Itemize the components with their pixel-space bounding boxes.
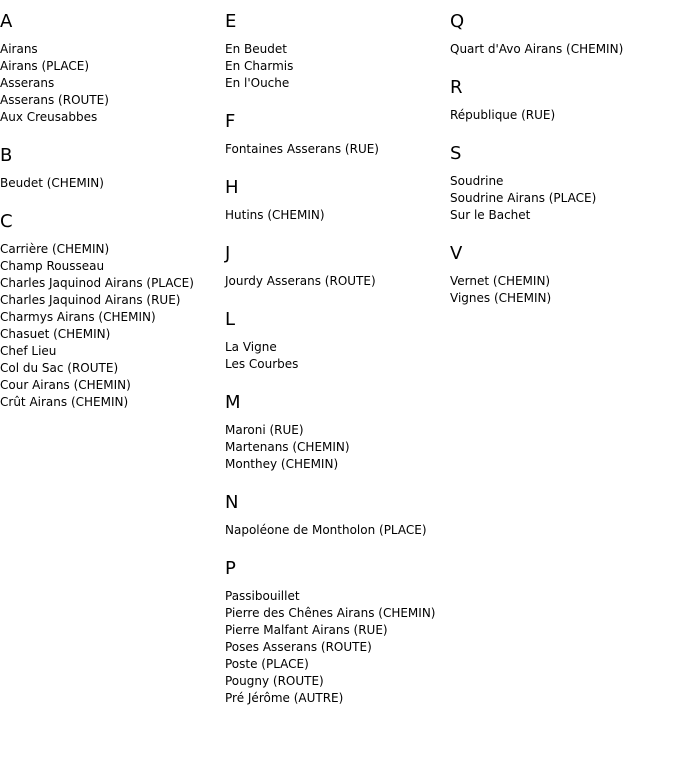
street-list [225,522,436,539]
street-link[interactable]: Poses Asserans (ROUTE) [225,640,372,654]
section-letter-heading: Q [450,11,465,32]
street-link[interactable]: Carrière (CHEMIN) [0,242,110,256]
section-letter-heading: E [225,11,237,32]
letter-section [225,177,436,224]
street-link[interactable]: République (RUE) [450,108,556,122]
section-letter-heading: J [225,243,231,264]
street-link[interactable]: Chef Lieu [0,344,57,358]
street-link[interactable]: Vernet (CHEMIN) [450,274,551,288]
street-link[interactable]: Airans [0,42,38,56]
letter-section [450,77,623,124]
street-link[interactable]: Crût Airans (CHEMIN) [0,395,129,409]
street-list [225,141,436,158]
letter-section [0,145,194,192]
street-list [225,422,436,473]
letter-section [225,11,436,92]
section-letter-heading: S [450,143,462,164]
street-link[interactable]: Les Courbes [225,357,299,371]
letter-section [225,492,436,539]
section-letter-heading: N [225,492,239,513]
street-list [225,207,436,224]
street-link[interactable]: Passibouillet [225,589,300,603]
section-letter-heading: M [225,392,241,413]
section-letter-heading: F [225,111,236,132]
letter-section [225,111,436,158]
street-index-column-2 [225,0,436,707]
section-letter-heading: A [0,11,13,32]
street-link[interactable]: Charmys Airans (CHEMIN) [0,310,156,324]
street-list [0,175,194,192]
street-link[interactable]: Asserans [0,76,55,90]
street-link[interactable]: En Beudet [225,42,287,56]
letter-section [0,211,194,411]
street-link[interactable]: Asserans (ROUTE) [0,93,109,107]
street-link[interactable]: Champ Rousseau [0,259,105,273]
section-letter-heading: L [225,309,236,330]
street-list [225,588,436,707]
street-link[interactable]: En Charmis [225,59,294,73]
street-link[interactable]: La Vigne [225,340,277,354]
street-link[interactable]: Fontaines Asserans (RUE) [225,142,379,156]
street-link[interactable]: Pierre des Chênes Airans (CHEMIN) [225,606,436,620]
street-list [0,241,194,411]
street-link[interactable]: Charles Jaquinod Airans (PLACE) [0,276,194,290]
street-link[interactable]: Beudet (CHEMIN) [0,176,104,190]
street-list [450,273,623,307]
street-list [450,107,623,124]
street-link[interactable]: Monthey (CHEMIN) [225,457,339,471]
section-letter-heading: R [450,77,463,98]
street-link[interactable]: Chasuet (CHEMIN) [0,327,111,341]
street-list [450,41,623,58]
street-link[interactable]: Vignes (CHEMIN) [450,291,552,305]
street-link[interactable]: Cour Airans (CHEMIN) [0,378,131,392]
section-letter-heading: B [0,145,13,166]
street-link[interactable]: Airans (PLACE) [0,59,90,73]
letter-section [225,392,436,473]
street-link[interactable]: En l'Ouche [225,76,290,90]
street-list [450,173,623,224]
letter-section [0,11,194,126]
street-index-column-1 [0,0,194,411]
letter-section [450,143,623,224]
street-link[interactable]: Soudrine Airans (PLACE) [450,191,597,205]
street-link[interactable]: Hutins (CHEMIN) [225,208,325,222]
street-list [225,41,436,92]
street-link[interactable]: Poste (PLACE) [225,657,309,671]
street-link[interactable]: Sur le Bachet [450,208,531,222]
street-link[interactable]: Charles Jaquinod Airans (RUE) [0,293,181,307]
letter-section [450,243,623,307]
street-link[interactable]: Jourdy Asserans (ROUTE) [225,274,376,288]
street-link[interactable]: Pougny (ROUTE) [225,674,324,688]
street-link[interactable]: Maroni (RUE) [225,423,304,437]
section-letter-heading: C [0,211,13,232]
street-link[interactable]: Pierre Malfant Airans (RUE) [225,623,388,637]
street-link[interactable]: Pré Jérôme (AUTRE) [225,691,344,705]
street-list [225,273,436,290]
letter-section [225,243,436,290]
street-link[interactable]: Aux Creusabbes [0,110,98,124]
section-letter-heading: V [450,243,463,264]
section-letter-heading: H [225,177,239,198]
street-index-column-3 [450,0,623,307]
letter-section [225,558,436,707]
street-link[interactable]: Napoléone de Montholon (PLACE) [225,523,427,537]
street-link[interactable]: Col du Sac (ROUTE) [0,361,119,375]
letter-section [450,11,623,58]
street-list [0,41,194,126]
street-list [225,339,436,373]
letter-section [225,309,436,373]
street-link[interactable]: Quart d'Avo Airans (CHEMIN) [450,42,624,56]
section-letter-heading: P [225,558,236,579]
street-link[interactable]: Martenans (CHEMIN) [225,440,350,454]
street-link[interactable]: Soudrine [450,174,504,188]
